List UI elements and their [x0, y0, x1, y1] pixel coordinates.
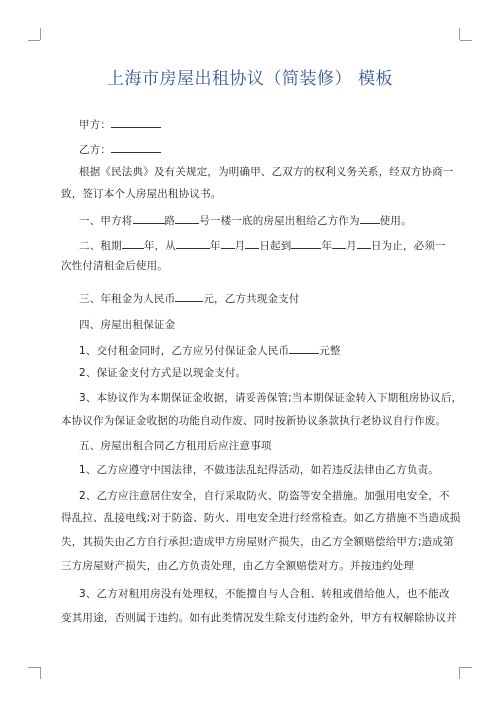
item-4-3-line-2: 本协议作为保证金收据的功能自动作废、同时按新协议条款执行老协议自行作废。 [61, 415, 447, 427]
crop-mark-bottom-right [460, 667, 472, 668]
crop-mark-top-right [459, 28, 460, 40]
crop-mark-top-right [460, 40, 472, 41]
item-5-2-line-2: 得乱拉、乱接电线;对于防盗、防火、用电安全进行经常检查。如乙方措施不当造成损 [61, 512, 461, 524]
clause-4-heading: 四、房屋出租保证金 [79, 319, 176, 331]
clause-2-text: 月 [234, 240, 246, 252]
clause-1-blank-road [133, 212, 165, 224]
party-b-blank [111, 141, 161, 153]
clause-1-blank-number [175, 212, 199, 224]
clause-2-text: 二、租期 [79, 240, 122, 252]
crop-mark-bottom-right [459, 667, 460, 679]
clause-2-text: 日起到 [259, 240, 292, 252]
crop-mark-top-left [40, 28, 41, 40]
clause-3-text: 三、年租金为人民币 [79, 293, 176, 305]
item-5-2-line-3: 失，其损失由乙方自行承担;造成甲方房屋财产损失，由乙方全额赔偿给甲方;造成第 [61, 536, 454, 548]
item-4-1-text: 1、交付租金同时，乙方应另付保证金人民币 [79, 345, 290, 357]
item-4-1-text: 元整 [319, 345, 341, 357]
clause-1-line [0, 212, 412, 228]
party-a-label: 甲方： [79, 119, 112, 131]
clause-2-blank-end-year [291, 237, 321, 249]
item-5-1-line: 1、乙方应遵守中国法律，不做违法乱纪得活动，如若违反法律由乙方负责。 [79, 464, 439, 476]
intro-line-2: 致，签订本个人房屋出租协议书。 [61, 188, 222, 200]
item-4-1-blank-deposit [289, 342, 319, 354]
document-title: 上海市房屋出租协议（简装修） 模板 [107, 69, 393, 89]
clause-2-blank-years [122, 237, 144, 249]
clause-3-line [0, 290, 300, 306]
clause-2-text: 年 [321, 240, 333, 252]
clause-2-line [0, 237, 446, 253]
clause-2-continuation: 次性付清租金后使用。 [61, 260, 168, 272]
crop-mark-bottom-left [40, 667, 41, 679]
clause-1-text: 路 [164, 215, 176, 227]
item-4-1-line [0, 342, 341, 358]
party-a-blank [111, 116, 161, 128]
clause-2-blank-start-year [176, 237, 210, 249]
clause-3-text: 元，乙方共现金支付 [203, 293, 300, 305]
clause-2-text: 月 [346, 240, 357, 252]
clause-2-blank-end-month [332, 237, 346, 249]
item-5-3-line-2: 变其用途，否则属于违约。如有此类情况发生除支付违约金外，甲方有权解除协议并 [61, 612, 457, 624]
clause-2-blank-end-day [357, 237, 371, 249]
item-5-3-line-1: 3、乙方对租用房没有处理权，不能擅自与人合租、转租或借给他人，也不能改 [79, 588, 450, 600]
item-4-3-line-1: 3、本协议作为本期保证金收据，请妥善保管;当本期保证金转入下期租房协议后， [79, 392, 463, 404]
clause-1-text: 一、甲方将 [79, 215, 133, 227]
clause-3-blank-rent [175, 290, 203, 302]
party-a-line [0, 116, 161, 132]
party-b-label: 乙方： [79, 144, 112, 156]
clause-5-heading: 五、房屋出租合同乙方租用后应注意事项 [79, 440, 272, 452]
clause-2-blank-start-month [221, 237, 235, 249]
item-5-2-line-1: 2、乙方应注意居住安全，自行采取防火、防盗等安全措施。加强用电安全，不 [79, 490, 450, 502]
clause-1-text: 使用。 [379, 215, 412, 227]
clause-2-text: 日为止，必须一 [370, 240, 446, 252]
clause-1-blank-purpose [360, 212, 380, 224]
clause-2-text: 年，从 [143, 240, 176, 252]
party-b-line [0, 141, 161, 157]
item-4-2-line: 2、保证金支付方式是以现金支付。 [79, 367, 247, 379]
intro-line-1: 根据《民法典》及有关规定，为明确甲、乙双方的权利义务关系，经双方协商一 [79, 166, 454, 178]
crop-mark-bottom-left [28, 667, 40, 668]
clause-2-text: 年 [209, 240, 221, 252]
item-5-2-line-4: 三方房屋财产损失，由乙方负责处理，由乙方全额赔偿对方。并按违约处理 [61, 560, 415, 572]
clause-1-text: 号一楼一底的房屋出租给乙方作为 [199, 215, 360, 227]
crop-mark-top-left [28, 40, 40, 41]
clause-2-blank-start-day [245, 237, 259, 249]
